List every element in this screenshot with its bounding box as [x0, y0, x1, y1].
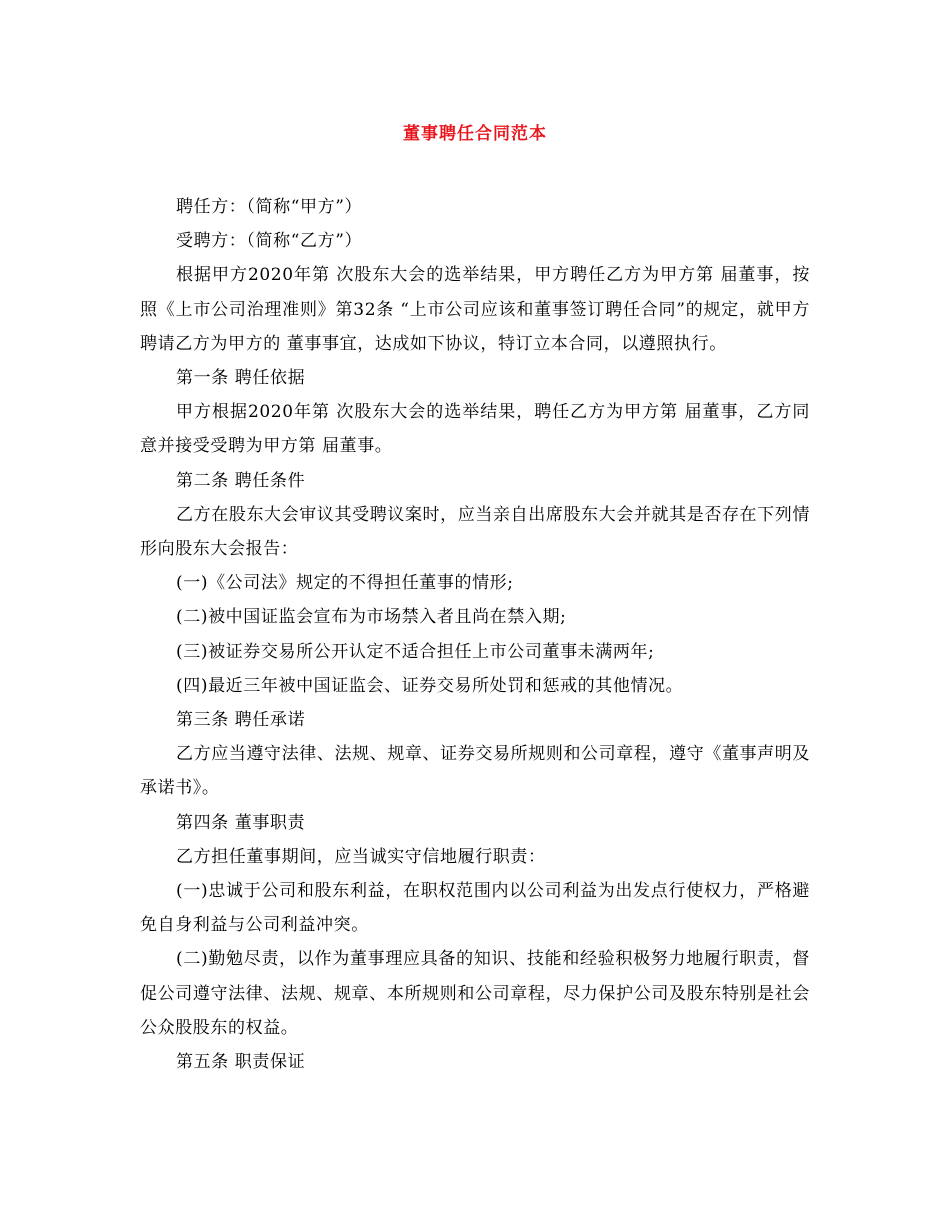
- article-5-heading: 第五条 职责保证: [176, 1052, 306, 1073]
- party-b-line: 受聘方：（简称“乙方”）: [176, 231, 363, 252]
- article-2-item-2: (二)被中国证监会宣布为市场禁入者且尚在禁入期;: [176, 607, 567, 628]
- preamble-paragraph: 根据甲方2020年第 次股东大会的选举结果，甲方聘任乙方为甲方第 届董事，按照《上市公司治理准则》第32条 “上市公司应该和董事签订聘任合同”的规定，就甲方聘请乙方为甲方的 董事事宜，达成如下协议，特订立本合同，以遵照执行。: [140, 265, 810, 354]
- document-body: [140, 190, 810, 1079]
- article-4-heading: 第四条 董事职责: [176, 812, 306, 833]
- article-2-heading: 第二条 聘任条件: [176, 470, 306, 491]
- article-2-item-4: (四)最近三年被中国证监会、证券交易所处罚和惩戒的其他情况。: [176, 675, 684, 696]
- article-2-item-1: (一)《公司法》规定的不得担任董事的情形;: [176, 573, 514, 594]
- article-3-heading: 第三条 聘任承诺: [176, 710, 306, 731]
- article-4-item-1: (一)忠诚于公司和股东利益，在职权范围内以公司利益为出发点行使权力，严格避免自身利益与公司利益冲突。: [140, 881, 810, 936]
- document-title: 董事聘任合同范本: [403, 124, 547, 144]
- article-4-item-2: (二)勤勉尽责，以作为董事理应具备的知识、技能和经验积极努力地履行职责，督促公司遵守法律、法规、规章、本所规则和公司章程，尽力保护公司及股东特别是社会公众股股东的权益。: [140, 949, 810, 1038]
- article-1-heading: 第一条 聘任依据: [176, 368, 306, 389]
- party-a-line: 聘任方：（简称“甲方”）: [176, 197, 363, 217]
- article-3-paragraph: 乙方应当遵守法律、法规、规章、证券交易所规则和公司章程，遵守《董事声明及承诺书》。: [140, 744, 810, 799]
- article-4-paragraph: 乙方担任董事期间，应当诚实守信地履行职责：: [176, 846, 546, 867]
- article-1-paragraph: 甲方根据2020年第 次股东大会的选举结果，聘任乙方为甲方第 届董事，乙方同意并接受受聘为甲方第 届董事。: [140, 402, 810, 457]
- article-2-paragraph: 乙方在股东大会审议其受聘议案时，应当亲自出席股东大会并就其是否存在下列情形向股东大会报告：: [140, 504, 810, 560]
- article-2-item-3: (三)被证券交易所公开认定不适合担任上市公司董事未满两年;: [176, 641, 655, 662]
